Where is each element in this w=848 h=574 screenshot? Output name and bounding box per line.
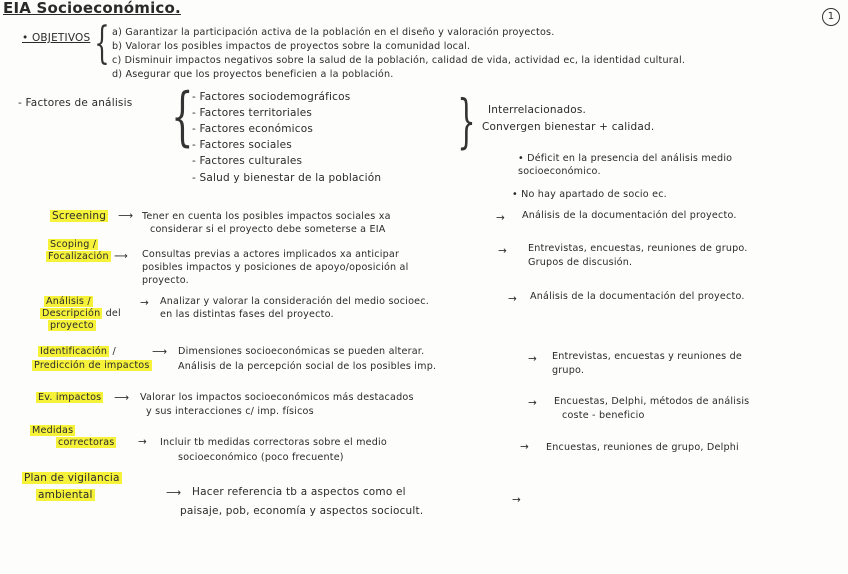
phase-result: Encuestas, Delphi, métodos de análisis <box>554 396 750 407</box>
phase-result: grupo. <box>552 365 585 376</box>
phase-desc: Análisis de la percepción social de los posibles imp. <box>178 361 437 372</box>
phase-label-ambiental: ambiental <box>38 489 93 501</box>
phase-result: coste - beneficio <box>562 410 645 421</box>
page-number: 1 <box>822 8 840 26</box>
phase-desc: socioeconómico (poco frecuente) <box>178 452 344 463</box>
objetivo-item: d) Asegurar que los proyectos beneficien a la población. <box>112 69 394 80</box>
arrow-icon: → <box>140 297 149 309</box>
objetivo-item: c) Disminuir impactos negativos sobre la salud de la población, calidad de vida, actividad ec, la identidad cultural. <box>112 55 686 66</box>
phase-result: Entrevistas, encuestas y reuniones de <box>552 351 743 362</box>
factor-item: - Factores culturales <box>192 155 303 167</box>
phase-result: Entrevistas, encuestas, reuniones de grupo. <box>528 243 748 254</box>
phase-result: Grupos de discusión. <box>528 257 633 268</box>
phase-label-correctoras: correctoras <box>58 437 115 448</box>
page-title: EIA Socioeconómico. <box>3 0 181 17</box>
phase-desc: considerar si el proyecto debe someterse a EIA <box>150 224 386 235</box>
arrow-icon: ⟶ <box>152 346 168 358</box>
phase-desc: Dimensiones socioeconómicas se pueden alterar. <box>178 346 425 357</box>
objetivos-label: • OBJETIVOS <box>22 32 91 44</box>
phase-desc: Valorar los impactos socioeconómicos más destacados <box>140 392 414 403</box>
phase-label-prediccion: Predicción de impactos <box>34 360 150 371</box>
phase-desc: Analizar y valorar la consideración del medio socioec. <box>160 296 429 307</box>
phase-desc: Consultas previas a actores implicados xa anticipar <box>142 249 400 260</box>
factores-note: • Déficit en la presencia del análisis medio socioeconómico. <box>518 153 733 177</box>
phase-label-analisis: Análisis / <box>46 296 91 307</box>
phase-label-plan: Plan de vigilancia <box>24 472 120 484</box>
objetivo-item: a) Garantizar la participación activa de la población en el diseño y valoración proyectos. <box>112 27 555 38</box>
factor-item: - Factores sociales <box>192 139 292 151</box>
factor-item: - Factores económicos <box>192 123 314 135</box>
phase-label-medidas: Medidas <box>32 425 74 436</box>
factores-note: • No hay apartado de socio ec. <box>512 189 667 200</box>
objetivo-item: b) Valorar los posibles impactos de proyectos sobre la comunidad local. <box>112 41 471 52</box>
phase-label-ev-impactos: Ev. impactos <box>38 392 102 403</box>
arrow-icon: → <box>528 397 537 409</box>
arrow-icon: → <box>512 494 521 506</box>
factor-item: - Factores territoriales <box>192 107 313 119</box>
arrow-icon: → <box>138 436 147 448</box>
phase-label-focalizacion: Focalización ⟶ <box>48 251 128 262</box>
arrow-icon: ⟶ <box>114 392 130 404</box>
factores-interrelacionados: Interrelacionados. <box>488 104 587 116</box>
factor-item: - Factores sociodemográficos <box>192 91 351 103</box>
phase-desc: proyecto. <box>142 275 189 286</box>
factor-item: - Salud y bienestar de la población <box>192 172 382 184</box>
phase-desc: Tener en cuenta los posibles impactos sociales xa <box>142 211 391 222</box>
factores-convergen: Convergen bienestar + calidad. <box>482 121 655 133</box>
phase-desc: y sus interacciones c/ imp. físicos <box>146 406 314 417</box>
phase-label-identificacion: Identificación / <box>40 346 116 357</box>
arrow-icon: → <box>496 212 505 224</box>
factores-brace: { <box>171 80 194 154</box>
arrow-icon: ⟶ <box>166 487 182 499</box>
objetivos-brace: { <box>94 18 110 69</box>
arrow-icon: ⟶ <box>118 210 134 222</box>
phase-result: Análisis de la documentación del proyecto. <box>522 210 737 221</box>
phase-result: Análisis de la documentación del proyecto. <box>530 291 745 302</box>
phase-desc: Incluir tb medidas correctoras sobre el medio <box>160 437 387 448</box>
arrow-icon: → <box>498 245 507 257</box>
phase-label-proyecto: proyecto <box>50 320 94 331</box>
arrow-icon: → <box>508 293 517 305</box>
arrow-icon: → <box>528 353 537 365</box>
phase-label-screening: Screening <box>52 210 107 222</box>
factores-label: - Factores de análisis <box>18 97 133 109</box>
arrow-icon: → <box>520 441 529 453</box>
phase-desc: Hacer referencia tb a aspectos como el <box>192 486 406 498</box>
phase-desc: en las distintas fases del proyecto. <box>160 309 334 320</box>
factores-close-brace: } <box>457 87 476 155</box>
phase-desc: paisaje, pob, economía y aspectos sociocult. <box>180 505 424 517</box>
phase-label-scoping: Scoping / <box>50 239 97 250</box>
phase-desc: posibles impactos y posiciones de apoyo/oposición al <box>142 262 409 273</box>
phase-result: Encuestas, reuniones de grupo, Delphi <box>546 442 739 453</box>
phase-label-descripcion: Descripción del <box>42 308 121 319</box>
